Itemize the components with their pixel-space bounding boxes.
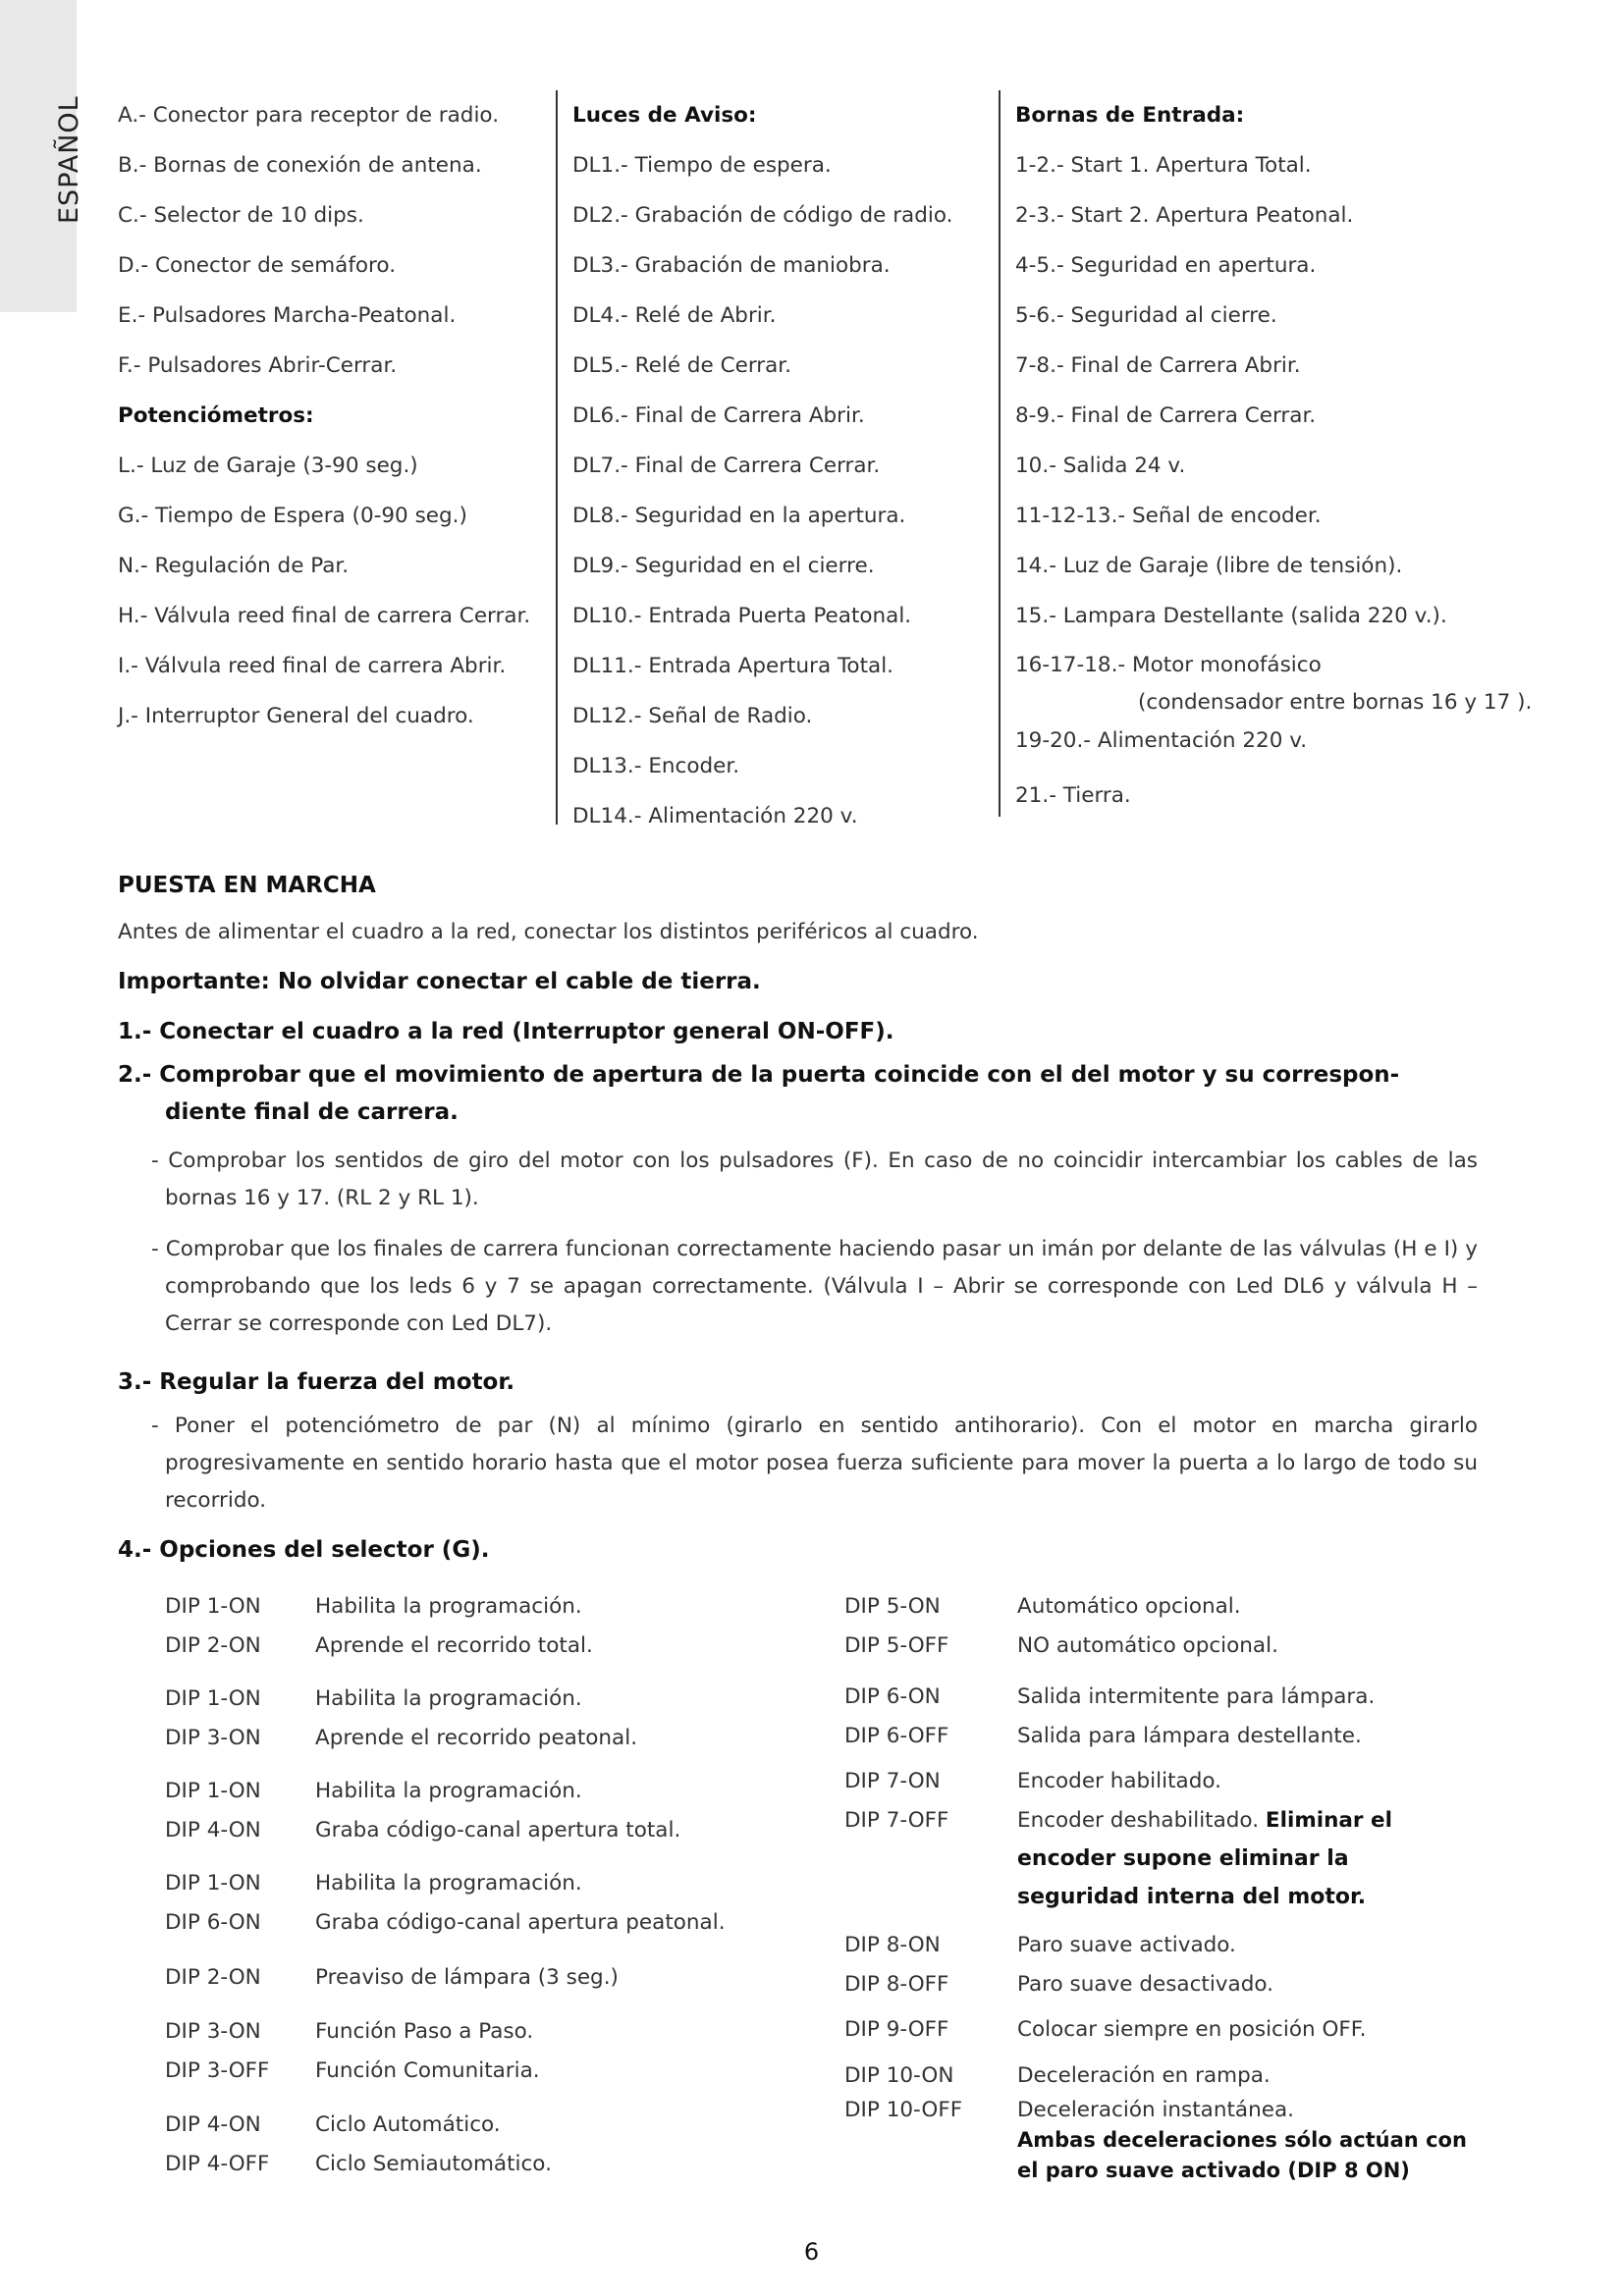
step-2-sub-1: - Comprobar los sentidos de giro del motor con los pulsadores (F). En caso de no coincidir intercambiar los cables de las bornas 16 y 17. (RL 2 y RL 1).: [151, 1148, 1478, 1210]
dip-description: Preaviso de lámpara (3 seg.): [315, 1965, 619, 1990]
potentiometer-item: N.- Regulación de Par.: [118, 554, 350, 578]
dip-row: [165, 1633, 593, 1658]
dip-row: [165, 1726, 637, 1750]
dip-row: [165, 1818, 680, 1842]
dip-row: [844, 1769, 1221, 1793]
dip-key: DIP 10-ON: [844, 2063, 954, 2088]
important-note: Importante: No olvidar conectar el cable de tierra.: [118, 969, 761, 994]
step-2-sub-2: - Comprobar que los finales de carrera funcionan correctamente haciendo pasar un imán por delante de las válvulas (H e I) y comprobando que los leds 6 y 7 se apagan correctamente. (Válvula I – Abrir se corresponde con Led DL6 y válvula H – Cerrar se corresponde con Led DL7).: [151, 1237, 1478, 1336]
dip-row: [844, 1972, 1273, 1997]
dip-row: [165, 1686, 582, 1711]
dip-row: [844, 1594, 1241, 1619]
warning-light-item: DL11.- Entrada Apertura Total.: [572, 654, 894, 678]
dip7-note: Eliminar el: [1265, 1808, 1392, 1833]
component-item: A.- Conector para receptor de radio.: [118, 103, 500, 128]
step-2-line2: diente final de carrera.: [165, 1099, 459, 1125]
dip-key: DIP 7-OFF: [844, 1808, 949, 1833]
dip-description: Aprende el recorrido peatonal.: [315, 1726, 638, 1750]
dip-row: [844, 2017, 1367, 2042]
dip-description: Ciclo Automático.: [315, 2112, 501, 2137]
component-item: F.- Pulsadores Abrir-Cerrar.: [118, 353, 398, 378]
potentiometer-item: G.- Tiempo de Espera (0-90 seg.): [118, 504, 467, 528]
warning-light-item: DL8.- Seguridad en la apertura.: [572, 504, 906, 528]
terminal-item: 2-3.- Start 2. Apertura Peatonal.: [1015, 203, 1354, 228]
warning-light-item: DL12.- Señal de Radio.: [572, 704, 813, 728]
dip-key: DIP 2-ON: [165, 1633, 261, 1658]
terminal-item: 10.- Salida 24 v.: [1015, 454, 1186, 478]
dip-key: DIP 6-OFF: [844, 1724, 949, 1748]
dip-row: [844, 1684, 1375, 1709]
dip-key: DIP 4-ON: [165, 1818, 261, 1842]
dip-description: Encoder habilitado.: [1017, 1769, 1221, 1793]
dip-row: [165, 1594, 582, 1619]
dip10-note: el paro suave activado (DIP 8 ON): [1017, 2159, 1410, 2182]
dip-key: DIP 5-OFF: [844, 1633, 949, 1658]
dip-description: Habilita la programación.: [315, 1686, 582, 1711]
intro-paragraph: Antes de alimentar el cuadro a la red, conectar los distintos periféricos al cuadro.: [118, 920, 979, 944]
dip-key: DIP 5-ON: [844, 1594, 941, 1619]
dip-key: DIP 6-ON: [165, 1910, 261, 1935]
terminal-item: 19-20.- Alimentación 220 v.: [1015, 728, 1308, 753]
dip-row: [165, 2152, 552, 2176]
warning-light-item: DL6.- Final de Carrera Abrir.: [572, 403, 865, 428]
potentiometer-item: L.- Luz de Garaje (3-90 seg.): [118, 454, 418, 478]
dip-description: Función Comunitaria.: [315, 2058, 540, 2083]
dip-row: [165, 1910, 726, 1935]
dip-key: DIP 2-ON: [165, 1965, 261, 1990]
terminal-item: 11-12-13.- Señal de encoder.: [1015, 504, 1322, 528]
dip-description: NO automático opcional.: [1017, 1633, 1278, 1658]
dip-description: Paro suave desactivado.: [1017, 1972, 1273, 1997]
step-3-sub: - Poner el potenciómetro de par (N) al mínimo (girarlo en sentido antihorario). Con el motor en marcha girarlo progresivamente en sentido horario hasta que el motor posea fuerza suficiente para mover la puerta a lo largo de todo su recorrido.: [151, 1414, 1478, 1513]
dip-description: Colocar siempre en posición OFF.: [1017, 2017, 1367, 2042]
potentiometers-heading: Potenciómetros:: [118, 403, 314, 428]
dip-description: Habilita la programación.: [315, 1871, 582, 1896]
step-4: 4.- Opciones del selector (G).: [118, 1537, 490, 1563]
warning-light-item: DL7.- Final de Carrera Cerrar.: [572, 454, 881, 478]
dip-description: Salida intermitente para lámpara.: [1017, 1684, 1376, 1709]
component-item: B.- Bornas de conexión de antena.: [118, 153, 482, 178]
dip-key: DIP 1-ON: [165, 1779, 261, 1803]
potentiometer-item: J.- Interruptor General del cuadro.: [118, 704, 474, 728]
step-2-line1: 2.- Comprobar que el movimiento de apertura de la puerta coincide con el del motor y su correspon-: [118, 1062, 1400, 1088]
warning-lights-column: [556, 90, 1004, 828]
dip-key: DIP 1-ON: [165, 1594, 261, 1619]
warning-light-item: DL4.- Relé de Abrir.: [572, 303, 777, 328]
dip-row: [844, 1724, 1362, 1748]
dip-row: [165, 1965, 619, 1990]
warning-light-item: DL5.- Relé de Cerrar.: [572, 353, 791, 378]
terminal-item-note: (condensador entre bornas 16 y 17 ).: [1138, 690, 1533, 715]
dip-row: [844, 1633, 1278, 1658]
component-item: E.- Pulsadores Marcha-Peatonal.: [118, 303, 457, 328]
dip-description: Aprende el recorrido total.: [315, 1633, 593, 1658]
warning-light-item: DL3.- Grabación de maniobra.: [572, 253, 891, 278]
dip-key: DIP 9-OFF: [844, 2017, 949, 2042]
dip-description: Graba código-canal apertura total.: [315, 1818, 681, 1842]
dip-key: DIP 3-ON: [165, 1726, 261, 1750]
dip-row: [165, 1779, 582, 1803]
dip-description: Paro suave activado.: [1017, 1933, 1236, 1957]
dip-row: [844, 2098, 1294, 2122]
dip-key: DIP 8-ON: [844, 1933, 941, 1957]
dip-description: Función Paso a Paso.: [315, 2019, 534, 2044]
dip-description: Automático opcional.: [1017, 1594, 1241, 1619]
dip-key: DIP 6-ON: [844, 1684, 941, 1709]
warning-light-item: DL1.- Tiempo de espera.: [572, 153, 832, 178]
dip-key: DIP 10-OFF: [844, 2098, 963, 2122]
warning-light-item: DL13.- Encoder.: [572, 754, 740, 778]
dip-key: DIP 3-ON: [165, 2019, 261, 2044]
dip-key: DIP 3-OFF: [165, 2058, 270, 2083]
dip-row: [844, 1933, 1236, 1957]
warning-light-item: DL9.- Seguridad en el cierre.: [572, 554, 875, 578]
dip-description: Ciclo Semiautomático.: [315, 2152, 552, 2176]
dip-key: DIP 4-ON: [165, 2112, 261, 2137]
dip-description: Salida para lámpara destellante.: [1017, 1724, 1362, 1748]
dip-row: [165, 2112, 501, 2137]
terminal-item: 14.- Luz de Garaje (libre de tensión).: [1015, 554, 1403, 578]
component-item: D.- Conector de semáforo.: [118, 253, 397, 278]
section-title: PUESTA EN MARCHA: [118, 873, 376, 898]
dip-row: [165, 1871, 582, 1896]
warning-light-item: DL2.- Grabación de código de radio.: [572, 203, 953, 228]
dip-key: DIP 7-ON: [844, 1769, 941, 1793]
component-item: C.- Selector de 10 dips.: [118, 203, 364, 228]
language-tab: [0, 0, 84, 312]
terminal-item: 8-9.- Final de Carrera Cerrar.: [1015, 403, 1317, 428]
dip-key: DIP 4-OFF: [165, 2152, 270, 2176]
terminal-item: 16-17-18.- Motor monofásico: [1015, 653, 1322, 677]
potentiometer-item: I.- Válvula reed final de carrera Abrir.: [118, 654, 507, 678]
step-1: 1.- Conectar el cuadro a la red (Interruptor general ON-OFF).: [118, 1019, 894, 1044]
terminal-item: 21.- Tierra.: [1015, 783, 1131, 808]
dip-row: [165, 2058, 540, 2083]
dip7-note: seguridad interna del motor.: [1017, 1885, 1367, 1909]
warning-light-item: DL14.- Alimentación 220 v.: [572, 804, 858, 828]
dip7-note: encoder supone eliminar la: [1017, 1846, 1349, 1871]
components-column: [118, 90, 555, 741]
step-3: 3.- Regular la fuerza del motor.: [118, 1369, 515, 1395]
terminal-item: 1-2.- Start 1. Apertura Total.: [1015, 153, 1312, 178]
dip-description: Graba código-canal apertura peatonal.: [315, 1910, 726, 1935]
terminal-item: 15.- Lampara Destellante (salida 220 v.).: [1015, 604, 1447, 628]
dip-key: DIP 8-OFF: [844, 1972, 949, 1997]
startup-section: [118, 862, 1478, 1569]
dip-row: [844, 2063, 1271, 2088]
dip-description: Encoder deshabilitado.: [1017, 1808, 1260, 1833]
dip10-note: Ambas deceleraciones sólo actúan con: [1017, 2128, 1467, 2152]
dip-key: DIP 1-ON: [165, 1871, 261, 1896]
language-tab-label: ESPAÑOL: [54, 95, 84, 224]
page-number: 6: [803, 2238, 820, 2266]
warning-light-item: DL10.- Entrada Puerta Peatonal.: [572, 604, 912, 628]
dip-description: Deceleración en rampa.: [1017, 2063, 1271, 2088]
input-terminals-heading: Bornas de Entrada:: [1015, 103, 1245, 128]
dip-key: DIP 1-ON: [165, 1686, 261, 1711]
potentiometer-item: H.- Válvula reed final de carrera Cerrar.: [118, 604, 531, 628]
dip-description: Deceleración instantánea.: [1017, 2098, 1294, 2122]
warning-lights-heading: Luces de Aviso:: [572, 103, 757, 128]
input-terminals-column: [999, 90, 1604, 817]
dip-row: [844, 1808, 1392, 1833]
terminal-item: 7-8.- Final de Carrera Abrir.: [1015, 353, 1301, 378]
dip-description: Habilita la programación.: [315, 1594, 582, 1619]
terminal-item: 5-6.- Seguridad al cierre.: [1015, 303, 1277, 328]
dip-row: [165, 2019, 533, 2044]
terminal-item: 4-5.- Seguridad en apertura.: [1015, 253, 1317, 278]
dip-description: Habilita la programación.: [315, 1779, 582, 1803]
